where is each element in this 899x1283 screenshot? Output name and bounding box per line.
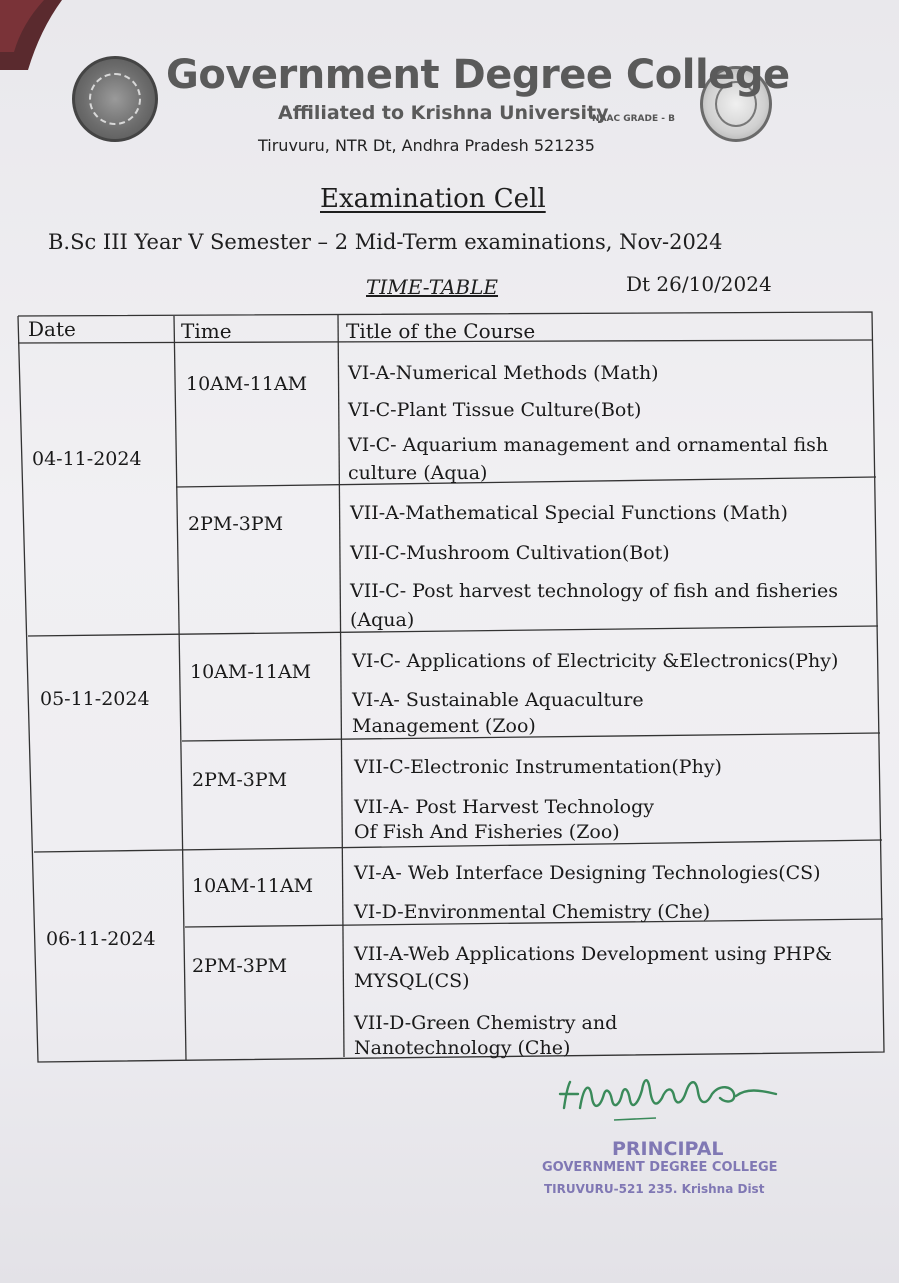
principal-signature: [556, 1064, 796, 1128]
timetable-label: TIME-TABLE: [366, 275, 499, 299]
slot-time: 2PM-3PM: [192, 769, 288, 791]
header-time: Time: [181, 319, 232, 343]
slot-time: 10AM-11AM: [192, 875, 314, 897]
stamp-college: GOVERNMENT DEGREE COLLEGE: [542, 1160, 778, 1175]
course-line: VI-C- Aquarium management and ornamental fish: [348, 434, 829, 456]
course-line: VI-C- Applications of Electricity &Electronics(Phy): [352, 650, 839, 672]
slot-time: 10AM-11AM: [190, 661, 312, 683]
header-course: Title of the Course: [346, 319, 536, 343]
course-line: VII-D-Green Chemistry and: [354, 1012, 618, 1034]
course-line: culture (Aqua): [348, 462, 488, 484]
course-line: (Aqua): [350, 609, 415, 631]
course-line: Management (Zoo): [352, 715, 536, 737]
course-line: VI-A-Numerical Methods (Math): [348, 362, 659, 384]
course-line: VI-C-Plant Tissue Culture(Bot): [348, 399, 642, 421]
stamp-title: PRINCIPAL: [612, 1138, 724, 1160]
slot-time: 10AM-11AM: [186, 373, 308, 395]
stamp-address: TIRUVURU-521 235. Krishna Dist: [544, 1182, 765, 1196]
examination-cell-heading: Examination Cell: [320, 184, 546, 214]
course-line: VII-A- Post Harvest Technology: [354, 796, 655, 818]
day-date: 06-11-2024: [46, 928, 156, 950]
course-line: Nanotechnology (Che): [354, 1037, 571, 1059]
course-line: VI-A- Web Interface Designing Technologies(CS): [354, 862, 821, 884]
naac-grade: NAAC GRADE - B: [592, 114, 675, 124]
slot-time: 2PM-3PM: [188, 513, 284, 535]
day-date: 04-11-2024: [32, 448, 142, 470]
course-line: Of Fish And Fisheries (Zoo): [354, 821, 620, 843]
header-date: Date: [28, 317, 76, 341]
day-date: 05-11-2024: [40, 688, 150, 710]
course-line: VII-C-Electronic Instrumentation(Phy): [354, 756, 722, 778]
course-line: VII-A-Web Applications Development using PHP&: [354, 943, 832, 965]
affiliation: Affiliated to Krishna University: [278, 102, 609, 124]
course-line: VII-A-Mathematical Special Functions (Math): [350, 502, 788, 524]
course-line: MYSQL(CS): [354, 970, 470, 992]
exam-title: B.Sc III Year V Semester – 2 Mid-Term examinations, Nov-2024: [48, 230, 723, 254]
college-address: Tiruvuru, NTR Dt, Andhra Pradesh 521235: [258, 136, 595, 155]
document-date: Dt 26/10/2024: [626, 272, 772, 296]
course-line: VII-C-Mushroom Cultivation(Bot): [350, 542, 670, 564]
course-line: VI-D-Environmental Chemistry (Che): [354, 901, 711, 923]
course-line: VII-C- Post harvest technology of fish and fisheries: [350, 580, 838, 602]
course-line: VI-A- Sustainable Aquaculture: [352, 689, 644, 711]
college-name: Government Degree College: [166, 52, 790, 98]
slot-time: 2PM-3PM: [192, 955, 288, 977]
